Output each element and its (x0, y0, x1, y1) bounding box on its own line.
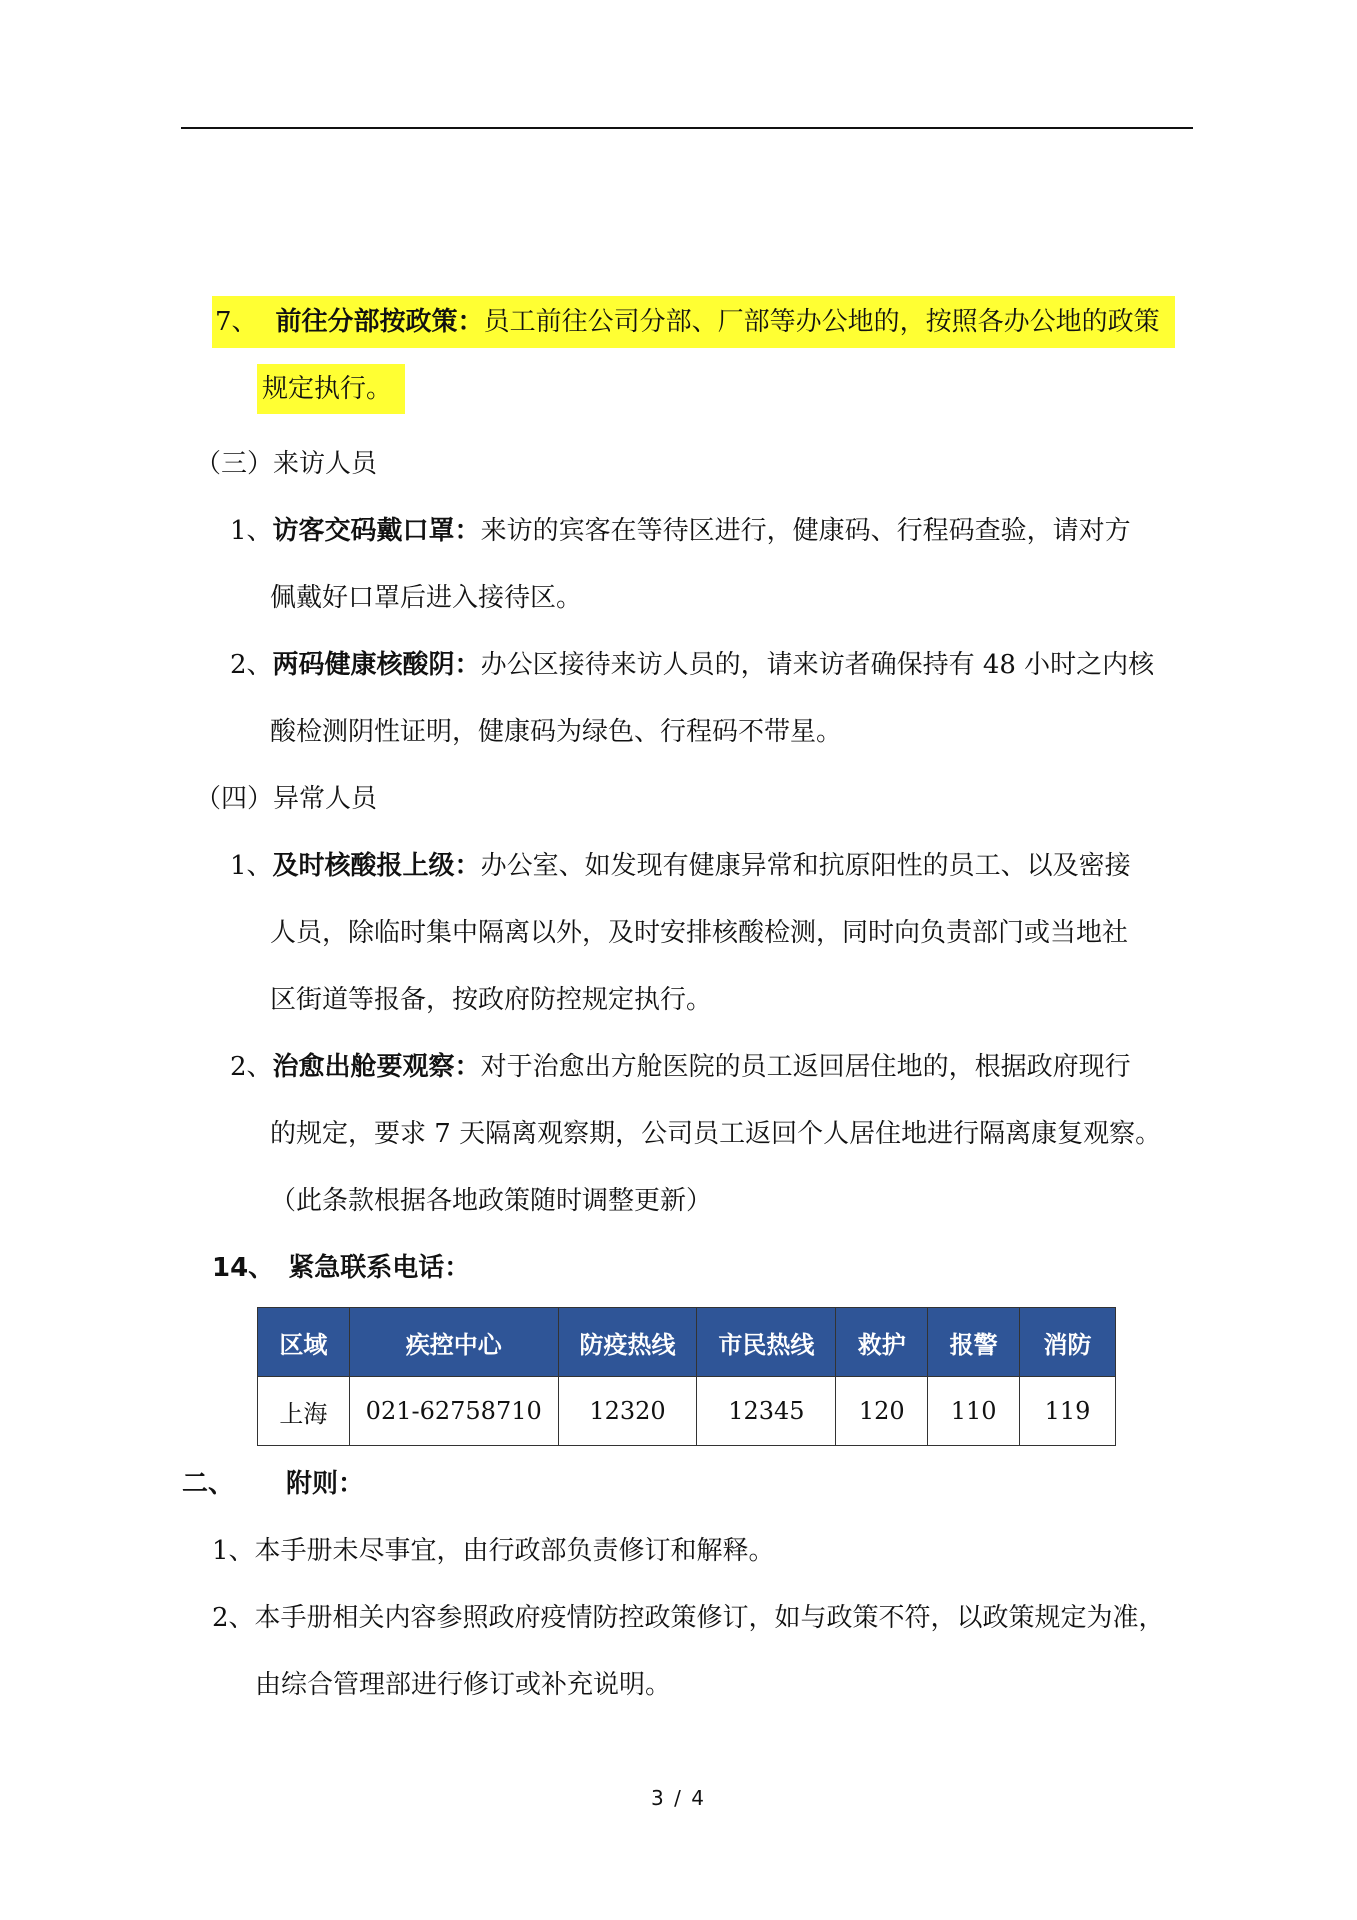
section3-item2-title: 两码健康核酸阴： (272, 650, 481, 680)
table-cell: 119 (1020, 1377, 1116, 1446)
section4-item1-number: 1、 (230, 851, 273, 881)
section4-item1-line2: 人员，除临时集中隔离以外，及时安排核酸检测，同时向负责部门或当地社 (270, 918, 1129, 948)
section3-item1-line2: 佩戴好口罩后进入接待区。 (270, 583, 583, 613)
table-cell: 021-62758710 (349, 1377, 558, 1446)
section4-item2-number: 2、 (230, 1052, 273, 1082)
section3-item2-text: 办公区接待来访人员的，请来访者确保持有 48 小时之内核 (480, 650, 1155, 680)
section3-heading: （三）来访人员 (195, 449, 378, 479)
table-row (258, 1377, 1116, 1446)
contacts-table (257, 1307, 1116, 1446)
section3-item2-number: 2、 (230, 650, 273, 680)
header-rule (181, 127, 1193, 129)
table-header-cell: 疾控中心 (349, 1308, 558, 1377)
appendix-title: 附则： (286, 1469, 365, 1499)
section4-item1-line3: 区街道等报备，按政府防控规定执行。 (270, 985, 713, 1015)
table-header-row (258, 1308, 1116, 1377)
section3-item1-title: 访客交码戴口罩： (272, 516, 481, 546)
section4-item1-line1 (230, 849, 1131, 883)
section4-item2-text: 对于治愈出方舱医院的员工返回居住地的，根据政府现行 (480, 1052, 1131, 1082)
appendix-heading (182, 1467, 364, 1501)
table-cell: 上海 (258, 1377, 350, 1446)
appendix-item2-line2: 由综合管理部进行修订或补充说明。 (255, 1670, 672, 1700)
appendix-item2-line1: 2、本手册相关内容参照政府疫情防控政策修订，如与政策不符，以政策规定为准， (212, 1603, 1165, 1633)
table-header-cell: 消防 (1020, 1308, 1116, 1377)
section4-item1-title: 及时核酸报上级： (272, 851, 481, 881)
table-cell: 120 (836, 1377, 928, 1446)
section4-heading: （四）异常人员 (195, 784, 378, 814)
section4-item2-line2: 的规定，要求 7 天隔离观察期，公司员工返回个人居住地进行隔离康复观察。 (270, 1119, 1162, 1149)
section3-item2-line1 (230, 648, 1154, 682)
table-cell: 12320 (558, 1377, 697, 1446)
table-header-cell: 区域 (258, 1308, 350, 1377)
table-header-cell: 救护 (836, 1308, 928, 1377)
page-current: 3 (651, 1786, 666, 1810)
table-cell: 12345 (697, 1377, 836, 1446)
item7-number: 7、 (215, 307, 258, 337)
section3-item2-line2: 酸检测阴性证明，健康码为绿色、行程码不带星。 (270, 717, 843, 747)
section3-item1-line1 (230, 514, 1131, 548)
appendix-item1: 1、本手册未尽事宜，由行政部负责修订和解释。 (212, 1536, 775, 1566)
page-number (0, 1786, 1357, 1810)
item14-line (212, 1251, 470, 1285)
section4-item1-text: 办公室、如发现有健康异常和抗原阳性的员工、以及密接 (480, 851, 1131, 881)
page-separator: / (674, 1786, 683, 1810)
item14-number: 14、 (212, 1253, 275, 1283)
section4-item2-line1 (230, 1050, 1131, 1084)
section4-item2-title: 治愈出舱要观察： (272, 1052, 481, 1082)
item14-title: 紧急联系电话： (288, 1253, 471, 1283)
item7-line2: 规定执行。 (262, 374, 393, 404)
item7-title: 前往分部按政策： (275, 307, 484, 337)
page-total: 4 (691, 1786, 706, 1810)
item7-text: 员工前往公司分部、厂部等办公地的，按照各办公地的政策 (483, 307, 1160, 337)
section3-item1-text: 来访的宾客在等待区进行，健康码、行程码查验，请对方 (480, 516, 1131, 546)
table-header-cell: 防疫热线 (558, 1308, 697, 1377)
section3-item1-number: 1、 (230, 516, 273, 546)
table-header-cell: 报警 (928, 1308, 1020, 1377)
appendix-number: 二、 (182, 1469, 235, 1499)
table-header-cell: 市民热线 (697, 1308, 836, 1377)
item7-line1 (215, 305, 1160, 339)
table-cell: 110 (928, 1377, 1020, 1446)
section4-item2-line3: （此条款根据各地政策随时调整更新） (270, 1186, 713, 1216)
